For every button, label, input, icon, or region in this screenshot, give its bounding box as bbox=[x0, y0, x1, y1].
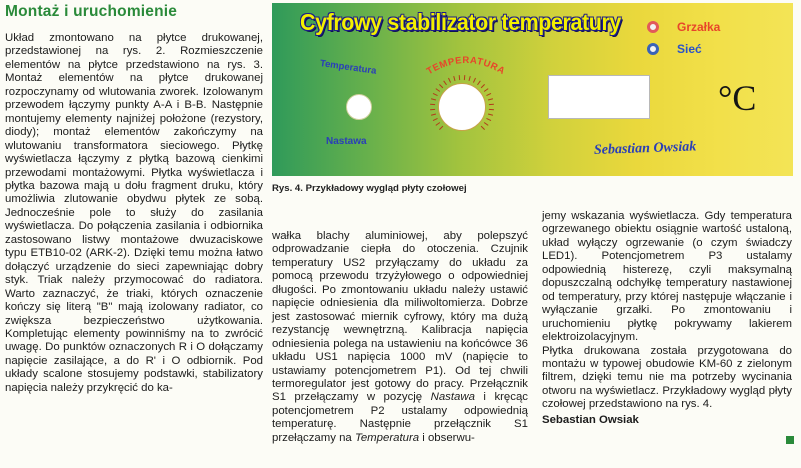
article-column-2 bbox=[272, 230, 528, 445]
power-led-label: Sieć bbox=[677, 42, 702, 56]
knob-tick bbox=[477, 81, 480, 85]
column-2-emphasis-nastawa: Nastawa bbox=[430, 391, 475, 404]
article-column-3 bbox=[542, 210, 792, 427]
knob-tick bbox=[444, 81, 447, 85]
front-panel-figure bbox=[272, 3, 793, 176]
knob-tick bbox=[448, 78, 450, 83]
article-column-1 bbox=[5, 32, 263, 395]
column-2-part-b: i kręcąc potencjometrem P2 ustalamy odpowiednią temperaturę. Następnie przełącznik S1 przełączamy na bbox=[272, 391, 528, 444]
knob-tick bbox=[469, 76, 470, 81]
knob-tick bbox=[488, 99, 493, 100]
temperature-arc-text: TEMPERATURA bbox=[424, 54, 508, 78]
switch-knob-icon bbox=[346, 94, 372, 120]
heater-led-icon bbox=[647, 21, 659, 33]
panel-title: Cyfrowy stabilizator temperatury bbox=[300, 9, 621, 35]
column-3-text-2: Płytka drukowana została przygotowana do montażu w typowej obudowie KM-60 z zielonym filtrem, dzięki temu nie ma potrzeby wycinania otworu na wyświetlacz. Przykładowy wygląd płyty czołowej przedstawiono na rys. 4. bbox=[542, 344, 792, 411]
knob-tick bbox=[439, 84, 443, 88]
setpoint-label: Nastawa bbox=[326, 136, 367, 147]
temperature-label-small: Temperatura bbox=[319, 58, 378, 77]
celsius-unit: °C bbox=[718, 78, 757, 118]
column-2-text bbox=[272, 230, 528, 445]
figure-caption: Rys. 4. Przykładowy wygląd płyty czołowej bbox=[272, 183, 467, 194]
power-led-icon bbox=[647, 43, 659, 55]
column-2-part-a: wałka blachy aluminiowej, aby polepszyć odprowadzanie ciepła do otoczenia. Czujnik temperatury US2 przyłączamy do układu za pomocą przewodu trzyżyłowego o odpowiedniej długości. Po zmontowaniu układu należy ustawić napięcie odniesienia dla miliwoltomierza. Dobrze jest zastosować miernik cyfrowy, który ma dużą rezystancję wewnętrzną. Kalibracja napięcia odniesienia polega na ustawieniu na końcówce 36 układu US1 napięcia 1000 mV (napięcie to ustawiamy potencjometrem P1). Od tej chwili termoregulator jest gotowy do pracy. Przełącznik S1 przełączamy w pozycję bbox=[272, 230, 528, 404]
column-2-emphasis-temperatura: Temperatura bbox=[354, 431, 420, 444]
knob-tick bbox=[454, 76, 455, 81]
knob-tick bbox=[431, 99, 436, 100]
knob-tick bbox=[481, 84, 485, 88]
article-heading: Montaż i uruchomienie bbox=[5, 3, 178, 20]
knob-tick bbox=[488, 114, 493, 115]
panel-signature: Sebastian Owsiak bbox=[593, 139, 697, 158]
knob-tick bbox=[486, 93, 491, 95]
column-2-part-c: i obserwu- bbox=[419, 431, 475, 444]
lcd-display-window bbox=[548, 75, 650, 119]
knob-tick bbox=[486, 118, 491, 120]
knob-tick bbox=[433, 93, 438, 95]
heater-led-label: Grzałka bbox=[677, 20, 721, 34]
knob-tick bbox=[436, 89, 440, 92]
knob-tick bbox=[484, 122, 488, 125]
knob-tick bbox=[484, 89, 488, 92]
end-of-article-icon bbox=[786, 436, 794, 444]
column-3-text: jemy wskazania wyświetlacza. Gdy temperatura ogrzewanego obiektu osiągnie wartość ustaloną, układ wyłączy ogrzewanie (o czym świadczy LED1). Potencjometrem P3 ustalamy odpowiednią histerezę, czyli maksymalną dopuszczalną odchyłkę temperatury nastawionej od temperatury, przy której następuje włączanie i wyłączanie grzałki. Po zmontowaniu i uruchomieniu płytkę pokrywamy lakierem elektroizolacyjnym. bbox=[542, 210, 792, 344]
knob-tick bbox=[481, 126, 485, 130]
knob-tick bbox=[431, 114, 436, 115]
author-name: Sebastian Owsiak bbox=[542, 413, 639, 426]
knob-tick bbox=[439, 126, 443, 130]
knob-tick bbox=[433, 118, 438, 120]
knob-tick bbox=[473, 78, 475, 83]
column-1-text: Układ zmontowano na płytce drukowanej, przedstawionej na rys. 2. Rozmieszczenie elementów na płytce przedstawiono na rys. 3. Montaż elementów na płytce drukowanej rozpoczynamy od wlutowania zworek. Izolowanym przewodem łączymy punkty A-A i B-B. Następnie montujemy elementy najniżej położone (rezystory, diody); montaż elementów zakończymy na wlutowaniu transformatora sieciowego. Płytkę wyświetlacza łączymy z płytką bazową cienkimi przewodami montażowymi. Płytka wyświetlacza i płytka bazowa mają u dołu fragment druku, który umożliwia zlutowanie obydwu płytek ze sobą. Jednocześnie pole to służy do zasilania wyświetlacza. Do połączenia zasilania i odbiornika zastosowano listwy montażowe dwuzaciskowe typu ETB10-02 (ARK-2). Dzięki temu można łatwo dołączyć urządzenie do sieci zapewniając dobry styk. Triak należy przymocować do radiatora. Warto zaznaczyć, że triaki, których oznaczenie kończy się literą "B" mają izolowany radiator, co zwiększa bezpieczeństwo użytkowania. Kompletując elementy powinniśmy na to zwrócić uwagę. Do punktów oznaczonych R i O dołączamy napięcie zasilające, a do R' i O odbiornik. Pod układy scalone stosujemy podstawki, stabilizatory napięcia należy przykręcić do ka- bbox=[5, 32, 263, 394]
temperature-knob-icon bbox=[438, 83, 486, 131]
knob-tick bbox=[436, 122, 440, 125]
